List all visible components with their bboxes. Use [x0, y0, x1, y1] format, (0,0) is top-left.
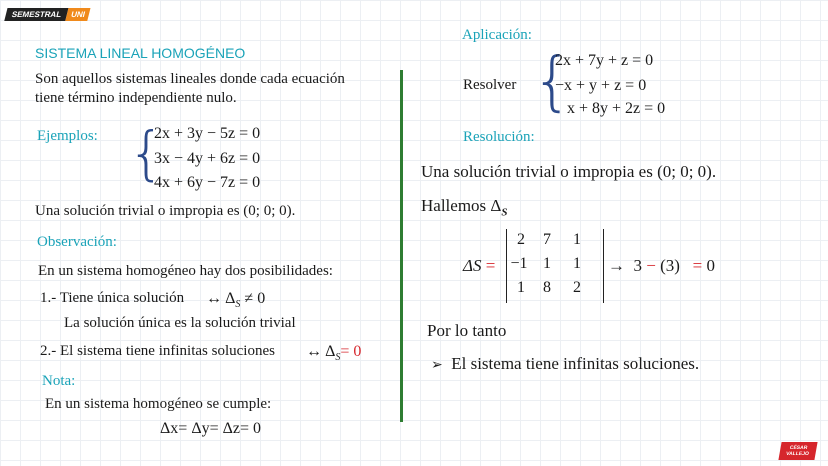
conclusion-text: El sistema tiene infinitas soluciones.	[451, 354, 700, 373]
matrix-cell: 1	[543, 255, 551, 272]
example-eq-2: 3x − 4y + 6z = 0	[154, 150, 261, 167]
result-minus: −	[646, 256, 656, 275]
resolver-label: Resolver	[463, 77, 517, 93]
result-three: 3	[633, 256, 642, 275]
determinant-result	[608, 256, 715, 276]
badge-uni: UNI	[66, 8, 91, 21]
hallemos-sub: S	[501, 206, 508, 219]
case-1-delta: ↔ Δ	[206, 290, 236, 307]
matrix-cell: 1	[573, 255, 581, 272]
matrix-cell: 2	[573, 279, 581, 296]
conclusion-label: Por lo tanto	[427, 321, 507, 340]
case-1-relation: ≠ 0	[240, 290, 266, 307]
case-2-sub: S	[335, 352, 341, 364]
example-eq-3: 4x + 6y − 7z = 0	[154, 174, 261, 191]
observation-text: En un sistema homogéneo hay dos posibilidades:	[38, 263, 333, 279]
nota-text: En un sistema homogéneo se cumple:	[45, 396, 272, 412]
result-value: 0	[706, 256, 716, 275]
badge-semestral: SEMESTRAL	[4, 8, 69, 21]
right-trivial-solution: Una solución trivial o impropia es (0; 0; 0).	[421, 162, 717, 181]
intro-line-1: Son aquellos sistemas lineales donde cada ecuación	[35, 71, 345, 87]
hallemos-text: Hallemos	[421, 196, 487, 215]
examples-brace: {	[128, 119, 165, 187]
nota-formula: Δx= Δy= Δz= 0	[160, 420, 262, 437]
case-2-condition	[306, 343, 361, 363]
example-eq-1: 2x + 3y − 5z = 0	[154, 125, 261, 142]
semestral-uni-badge	[4, 7, 91, 21]
resolution-label: Resolución:	[463, 129, 535, 145]
left-trivial-solution: Una solución trivial o impropia es (0; 0; 0).	[35, 203, 296, 219]
matrix-cell: 8	[543, 279, 551, 296]
application-eq-2: −x + y + z = 0	[555, 77, 647, 94]
matrix-cell: 2	[517, 231, 525, 248]
column-divider	[400, 70, 403, 422]
case-1-sub: S	[235, 299, 241, 311]
application-eq-3: x + 8y + 2z = 0	[567, 100, 666, 117]
logo-line-2: VALLEJO	[785, 451, 810, 457]
hallemos-delta: Δ	[490, 196, 502, 215]
delta-s-text: ΔS	[463, 256, 482, 275]
intro-line-2: tiene término independiente nulo.	[35, 90, 237, 106]
cesar-vallejo-logo	[778, 442, 817, 460]
result-equals: =	[692, 256, 703, 275]
arrow-bullet-icon: ➢	[431, 357, 443, 373]
determinant-matrix	[506, 229, 604, 303]
matrix-cell: 1	[573, 231, 581, 248]
examples-label: Ejemplos:	[37, 128, 98, 144]
result-arrow: →	[608, 256, 625, 275]
hallemos-label	[421, 196, 507, 218]
case-1-note: La solución única es la solución trivial	[64, 315, 296, 331]
application-label: Aplicación:	[462, 27, 532, 43]
case-2-label: 2.- El sistema tiene infinitas soluciones	[40, 343, 275, 359]
nota-label: Nota:	[42, 373, 76, 389]
matrix-cell: 1	[517, 279, 525, 296]
conclusion-row	[431, 354, 699, 374]
case-1-label: 1.- Tiene única solución	[40, 290, 185, 306]
result-paren: (3)	[660, 256, 680, 275]
observation-label: Observación:	[37, 234, 117, 250]
application-eq-1: 2x + 7y + z = 0	[555, 52, 654, 69]
case-1-condition	[206, 290, 265, 310]
section-title: SISTEMA LINEAL HOMOGÉNEO	[35, 45, 246, 61]
case-2-delta: ↔ Δ	[306, 343, 336, 360]
application-brace: {	[532, 45, 573, 119]
delta-s-label: ΔS =	[463, 256, 496, 275]
case-2-relation: = 0	[340, 343, 362, 360]
logo-line-1: CÉSAR	[789, 445, 808, 451]
matrix-cell: 7	[543, 231, 551, 248]
matrix-cell: −1	[510, 255, 528, 272]
